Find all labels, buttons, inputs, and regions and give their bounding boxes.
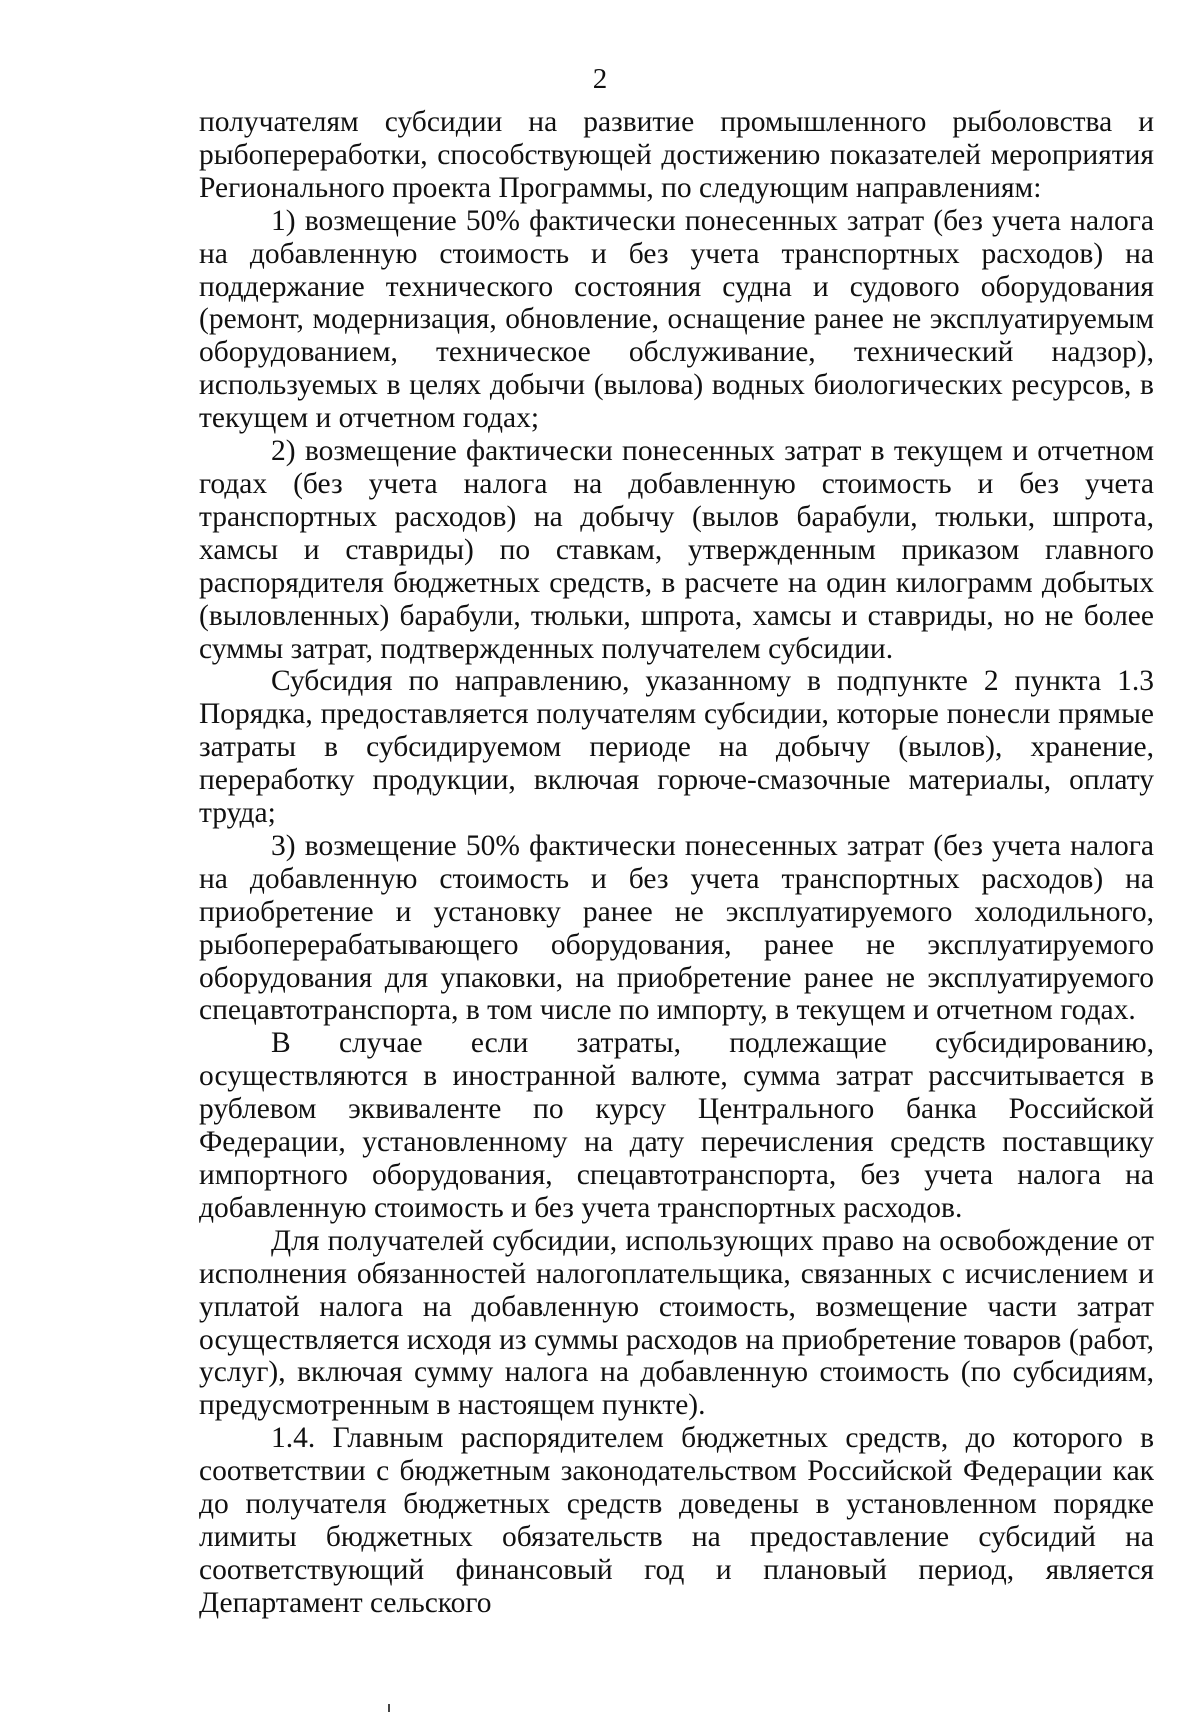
paragraph-section-1-4: 1.4. Главным распорядителем бюджетных средств, до которого в соответствии с бюджетным законодательством Российской Федерации как до получателя бюджетных средств доведены в установленном порядке лимиты бюджетных обязательств на предоставление субсидий на соответствующий финансовый год и плановый период, является Департамент сельского bbox=[199, 1422, 1154, 1619]
paragraph-vat-exemption: Для получателей субсидии, использующих право на освобождение от исполнения обязанностей налогоплательщика, связанных с исчислением и уплатой налога на добавленную стоимость, возмещение части затрат осуществляется исходя из суммы расходов на приобретение товаров (работ, услуг), включая сумму налога на добавленную стоимость (по субсидиям, предусмотренным в настоящем пункте). bbox=[199, 1224, 1154, 1422]
paragraph-item-2: 2) возмещение фактически понесенных затрат в текущем и отчетном годах (без учета налога на добавленную стоимость и без учета транспортных расходов) на добычу (вылов барабули, тюльки, шпрота, хамсы и ставриды) по ставкам, утвержденным приказом главного распорядителя бюджетных средств, в расчете на один килограмм добытых (выловленных) барабули, тюльки, шпрота, хамсы и ставриды, но не более суммы затрат, подтвержденных получателем субсидии. bbox=[199, 435, 1154, 665]
paragraph-intro-continuation: получателям субсидии на развитие промышленного рыболовства и рыбопереработки, способствующей достижению показателей мероприятия Регионального проекта Программы, по следующим направлениям: bbox=[199, 106, 1154, 204]
scan-artifact-mark bbox=[388, 1704, 390, 1712]
paragraph-item-3: 3) возмещение 50% фактически понесенных затрат (без учета налога на добавленную стоимость и без учета транспортных расходов) на приобретение и установку ранее не эксплуатируемого холодильного, рыбоперерабатывающего оборудования, ранее не эксплуатируемого оборудования для упаковки, на приобретение ранее не эксплуатируемого спецавтотранспорта, в том числе по импорту, в текущем и отчетном годах. bbox=[199, 829, 1154, 1027]
paragraph-subsidy-direction-2: Субсидия по направлению, указанному в подпункте 2 пункта 1.3 Порядка, предоставляется получателям субсидии, которые понесли прямые затраты в субсидируемом периоде на добычу (вылов), хранение, переработку продукции, включая горюче-смазочные материалы, оплату труда; bbox=[199, 665, 1154, 830]
page-number: 2 bbox=[592, 63, 608, 95]
document-body bbox=[199, 106, 1154, 1620]
paragraph-item-1: 1) возмещение 50% фактически понесенных затрат (без учета налога на добавленную стоимость и без учета транспортных расходов) на поддержание технического состояния судна и судового оборудования (ремонт, модернизация, обновление, оснащение ранее не эксплуатируемым оборудованием, техническое обслуживание, технический надзор), используемых в целях добычи (вылова) водных биологических ресурсов, в текущем и отчетном годах; bbox=[199, 204, 1154, 435]
paragraph-foreign-currency: В случае если затраты, подлежащие субсидированию, осуществляются в иностранной валюте, сумма затрат рассчитывается в рублевом эквиваленте по курсу Центрального банка Российской Федерации, установленному на дату перечисления средств поставщику импортного оборудования, спецавтотранспорта, без учета налога на добавленную стоимость и без учета транспортных расходов. bbox=[199, 1027, 1154, 1224]
